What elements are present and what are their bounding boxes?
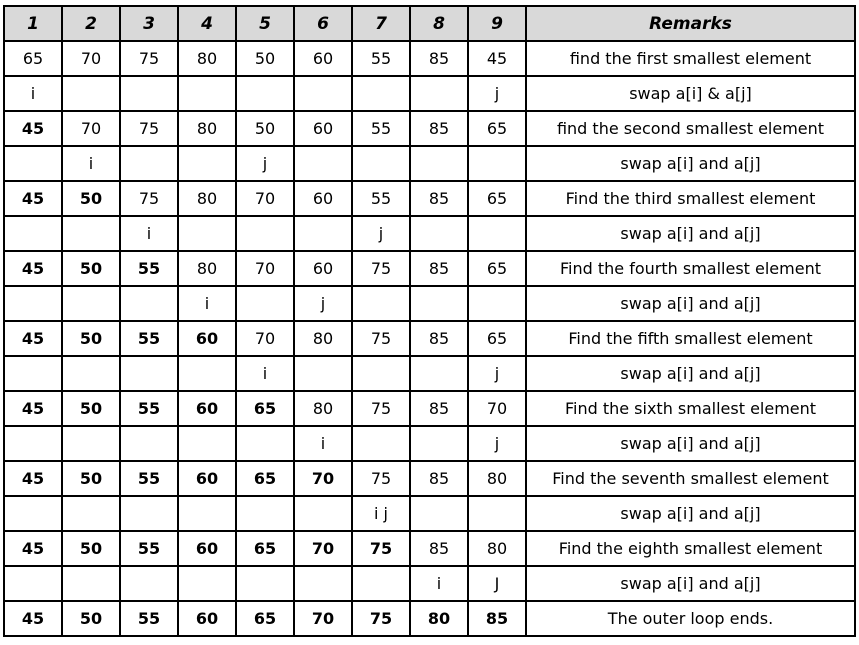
column-header-9: 9 [468, 6, 526, 41]
remark-cell: Find the sixth smallest element [526, 391, 855, 426]
table-cell: j [468, 426, 526, 461]
table-cell: 55 [352, 181, 410, 216]
table-cell [236, 286, 294, 321]
table-cell: 45 [4, 321, 62, 356]
table-row [4, 391, 855, 426]
table-cell: 45 [4, 181, 62, 216]
column-header-3: 3 [120, 6, 178, 41]
table-row [4, 76, 855, 111]
table-cell: 75 [120, 41, 178, 76]
table-row [4, 356, 855, 391]
table-cell: 85 [410, 181, 468, 216]
table-cell: 60 [294, 181, 352, 216]
table-cell: 55 [120, 601, 178, 636]
table-row [4, 286, 855, 321]
table-cell: 45 [4, 251, 62, 286]
table-cell: 60 [178, 391, 236, 426]
table-row [4, 181, 855, 216]
table-cell: i [120, 216, 178, 251]
remark-cell: swap a[i] and a[j] [526, 566, 855, 601]
table-cell: 65 [468, 181, 526, 216]
table-row [4, 566, 855, 601]
table-cell [294, 566, 352, 601]
table-cell: 75 [352, 531, 410, 566]
remark-cell: Find the third smallest element [526, 181, 855, 216]
table-cell: 50 [62, 391, 120, 426]
table-cell: 75 [352, 321, 410, 356]
table-cell [468, 496, 526, 531]
table-cell: j [236, 146, 294, 181]
table-cell: 75 [352, 251, 410, 286]
table-row [4, 601, 855, 636]
remark-cell: Find the eighth smallest element [526, 531, 855, 566]
table-cell: 85 [410, 531, 468, 566]
table-cell: 80 [178, 41, 236, 76]
table-cell: 50 [62, 601, 120, 636]
table-cell: 60 [178, 601, 236, 636]
table-cell [352, 76, 410, 111]
table-cell [120, 496, 178, 531]
table-row [4, 251, 855, 286]
table-cell: j [468, 356, 526, 391]
table-cell: 75 [120, 181, 178, 216]
table-cell: 80 [178, 111, 236, 146]
table-cell [120, 76, 178, 111]
table-cell: j [468, 76, 526, 111]
table-cell [410, 76, 468, 111]
table-cell [62, 496, 120, 531]
column-header-8: 8 [410, 6, 468, 41]
table-cell [236, 216, 294, 251]
table-cell: 80 [178, 181, 236, 216]
table-cell: 85 [410, 391, 468, 426]
remark-cell: swap a[i] and a[j] [526, 216, 855, 251]
column-header-1: 1 [4, 6, 62, 41]
table-cell: 60 [294, 41, 352, 76]
table-row [4, 41, 855, 76]
table-cell [4, 356, 62, 391]
table-cell [352, 426, 410, 461]
table-cell: 70 [62, 41, 120, 76]
table-cell [62, 216, 120, 251]
table-cell: 70 [294, 461, 352, 496]
table-cell [120, 426, 178, 461]
table-cell [4, 566, 62, 601]
table-cell [410, 146, 468, 181]
table-cell: 50 [62, 531, 120, 566]
table-cell [4, 286, 62, 321]
table-cell: i [236, 356, 294, 391]
table-cell: 55 [120, 461, 178, 496]
remark-cell: swap a[i] & a[j] [526, 76, 855, 111]
table-cell [352, 356, 410, 391]
table-cell: i [294, 426, 352, 461]
table-cell: 50 [236, 111, 294, 146]
table-cell: 45 [468, 41, 526, 76]
table-cell: 50 [62, 251, 120, 286]
table-cell: i [4, 76, 62, 111]
table-cell: 50 [62, 461, 120, 496]
table-cell [120, 356, 178, 391]
table-cell [4, 426, 62, 461]
table-row [4, 321, 855, 356]
table-cell: 70 [236, 251, 294, 286]
table-cell: i j [352, 496, 410, 531]
table-cell: j [294, 286, 352, 321]
table-cell: 60 [178, 321, 236, 356]
table-row [4, 426, 855, 461]
table-cell: 55 [120, 251, 178, 286]
table-cell: 45 [4, 461, 62, 496]
table-cell: 80 [178, 251, 236, 286]
table-cell: J [468, 566, 526, 601]
table-cell: 65 [468, 251, 526, 286]
table-cell: 65 [4, 41, 62, 76]
table-cell [178, 76, 236, 111]
table-cell: 85 [410, 41, 468, 76]
column-header-6: 6 [294, 6, 352, 41]
table-cell [4, 146, 62, 181]
table-cell [410, 216, 468, 251]
table-cell: j [352, 216, 410, 251]
table-cell [410, 286, 468, 321]
table-cell: 65 [236, 531, 294, 566]
remark-cell: find the second smallest element [526, 111, 855, 146]
table-cell [178, 496, 236, 531]
remark-cell: Find the fifth smallest element [526, 321, 855, 356]
table-cell: 65 [468, 321, 526, 356]
table-cell [410, 496, 468, 531]
table-cell: 85 [410, 321, 468, 356]
table-cell [236, 426, 294, 461]
table-cell: 55 [120, 391, 178, 426]
table-cell: 70 [236, 181, 294, 216]
table-cell [294, 356, 352, 391]
table-cell: 80 [294, 391, 352, 426]
table-cell [294, 216, 352, 251]
table-cell [410, 426, 468, 461]
remark-cell: Find the fourth smallest element [526, 251, 855, 286]
table-cell: 65 [236, 391, 294, 426]
table-cell: 80 [468, 531, 526, 566]
table-cell: 65 [468, 111, 526, 146]
table-cell: 55 [120, 321, 178, 356]
table-cell [178, 426, 236, 461]
table-cell [236, 496, 294, 531]
table-row [4, 496, 855, 531]
selection-sort-table [3, 5, 856, 637]
table-cell [410, 356, 468, 391]
table-cell [178, 566, 236, 601]
table-cell: 75 [352, 601, 410, 636]
table-row [4, 111, 855, 146]
table-cell [4, 216, 62, 251]
table-cell [62, 566, 120, 601]
table-cell: 70 [294, 601, 352, 636]
table-cell [178, 216, 236, 251]
table-cell: i [410, 566, 468, 601]
column-header-remarks: Remarks [526, 6, 855, 41]
remark-cell: swap a[i] and a[j] [526, 286, 855, 321]
remark-cell: swap a[i] and a[j] [526, 426, 855, 461]
table-cell: i [178, 286, 236, 321]
column-header-2: 2 [62, 6, 120, 41]
table-cell [352, 566, 410, 601]
table-cell: 80 [410, 601, 468, 636]
table-cell [294, 146, 352, 181]
remark-cell: swap a[i] and a[j] [526, 496, 855, 531]
table-cell: 75 [120, 111, 178, 146]
table-cell: 45 [4, 391, 62, 426]
table-cell: 45 [4, 601, 62, 636]
table-cell [178, 356, 236, 391]
table-body [4, 41, 855, 636]
table-cell: 80 [468, 461, 526, 496]
table-cell: 80 [294, 321, 352, 356]
table-cell [178, 146, 236, 181]
table-cell: 85 [410, 461, 468, 496]
table-cell: 70 [294, 531, 352, 566]
table-row [4, 146, 855, 181]
table-cell: 50 [62, 321, 120, 356]
table-cell: 60 [294, 111, 352, 146]
table-cell: 55 [352, 41, 410, 76]
table-cell [294, 496, 352, 531]
table-cell: i [62, 146, 120, 181]
table-cell [62, 356, 120, 391]
table-cell: 70 [468, 391, 526, 426]
column-header-7: 7 [352, 6, 410, 41]
column-header-5: 5 [236, 6, 294, 41]
table-cell [120, 286, 178, 321]
table-cell: 75 [352, 461, 410, 496]
table-cell: 70 [236, 321, 294, 356]
column-header-4: 4 [178, 6, 236, 41]
remark-cell: swap a[i] and a[j] [526, 356, 855, 391]
table-cell: 65 [236, 461, 294, 496]
table-cell [120, 566, 178, 601]
table-cell [62, 76, 120, 111]
table-cell: 75 [352, 391, 410, 426]
table-cell: 50 [236, 41, 294, 76]
table-cell [468, 216, 526, 251]
table-cell [120, 146, 178, 181]
table-row [4, 531, 855, 566]
table-cell: 85 [468, 601, 526, 636]
table-cell: 55 [352, 111, 410, 146]
table-cell: 60 [294, 251, 352, 286]
table-cell [236, 566, 294, 601]
table-cell: 70 [62, 111, 120, 146]
remark-cell: The outer loop ends. [526, 601, 855, 636]
table-cell [352, 146, 410, 181]
table-cell: 45 [4, 531, 62, 566]
remark-cell: find the first smallest element [526, 41, 855, 76]
table-cell: 85 [410, 111, 468, 146]
table-cell [468, 146, 526, 181]
table-cell: 50 [62, 181, 120, 216]
table-cell [62, 286, 120, 321]
table-row [4, 216, 855, 251]
table-cell: 85 [410, 251, 468, 286]
table-header-row [4, 6, 855, 41]
table-cell [62, 426, 120, 461]
table-cell: 60 [178, 531, 236, 566]
table-cell [294, 76, 352, 111]
table-cell: 45 [4, 111, 62, 146]
table-cell: 60 [178, 461, 236, 496]
table-cell [352, 286, 410, 321]
table-cell [236, 76, 294, 111]
table-cell: 55 [120, 531, 178, 566]
remark-cell: swap a[i] and a[j] [526, 146, 855, 181]
remark-cell: Find the seventh smallest element [526, 461, 855, 496]
table-row [4, 461, 855, 496]
table-cell [4, 496, 62, 531]
table-cell [468, 286, 526, 321]
table-cell: 65 [236, 601, 294, 636]
